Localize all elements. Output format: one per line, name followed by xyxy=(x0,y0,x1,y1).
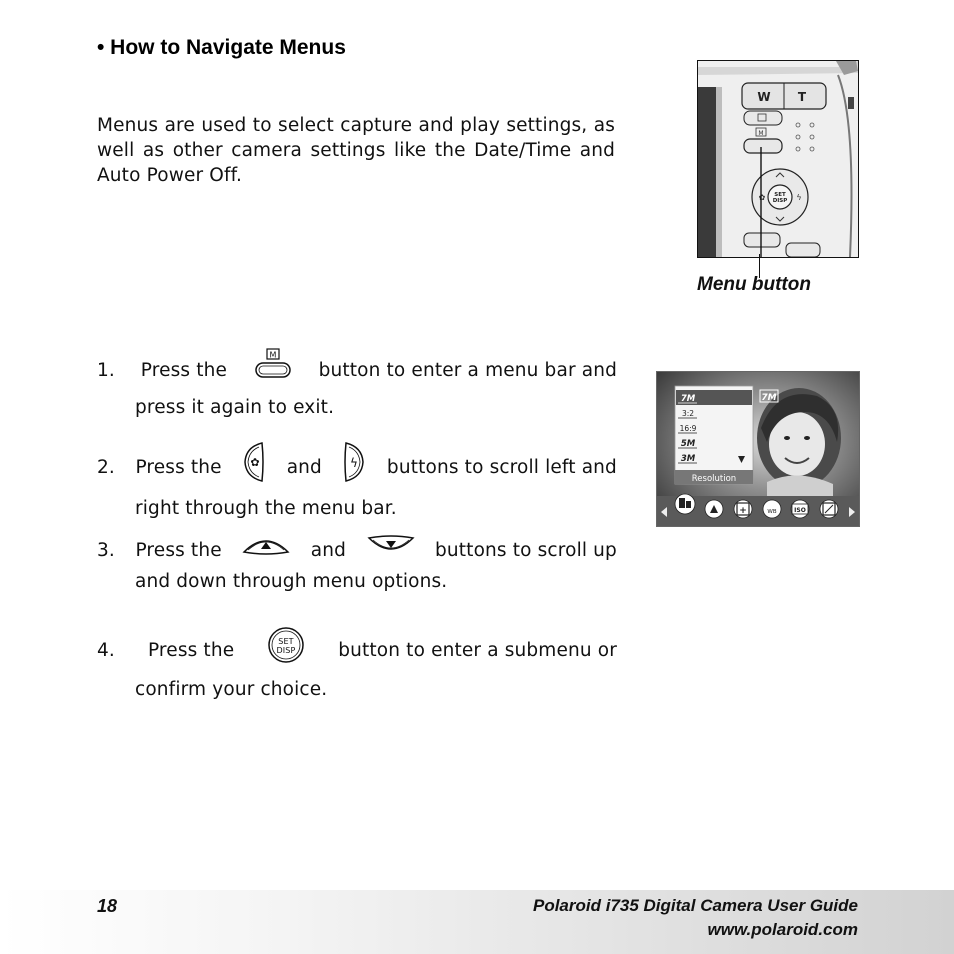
lcd-wb-label: WB xyxy=(767,509,777,515)
step-1-press: Press the xyxy=(140,359,228,381)
lcd-menu-screenshot xyxy=(656,371,860,527)
step-4-press: Press the xyxy=(147,639,235,661)
step-4-number: 4. xyxy=(97,639,115,661)
svg-text:ϟ: ϟ xyxy=(350,456,359,470)
left-button-icon xyxy=(242,441,266,493)
disp-icon-label: DISP xyxy=(276,646,296,655)
step-3-number: 3. xyxy=(97,539,115,561)
step-2-number: 2. xyxy=(97,456,115,478)
lcd-current-resolution: 7M xyxy=(761,393,777,403)
svg-text:ϟ: ϟ xyxy=(796,193,802,202)
step-1-text: button to enter a menu bar and xyxy=(318,359,617,381)
step-3-press: Press the xyxy=(135,539,222,561)
section-heading: • How to Navigate Menus xyxy=(97,36,346,59)
right-button-icon xyxy=(342,441,366,493)
up-button-icon xyxy=(242,534,290,566)
step-2-text: buttons to scroll left and xyxy=(386,456,617,478)
step-3-continuation: and down through menu options. xyxy=(135,571,448,592)
step-4 xyxy=(97,626,617,705)
svg-text:+: + xyxy=(739,506,747,516)
intro-paragraph: Menus are used to select capture and play settings, as well as other camera settings like the Date/Time and Auto Power Off. xyxy=(97,115,615,186)
lcd-option-2[interactable]: 16:9 xyxy=(679,424,697,433)
step-2-press: Press the xyxy=(135,456,222,478)
step-4-text: button to enter a submenu or xyxy=(338,639,617,661)
menu-button-caption: Menu button xyxy=(697,274,811,295)
zoom-wide-label: W xyxy=(757,90,771,104)
set-disp-button-icon xyxy=(267,626,305,674)
guide-url: www.polaroid.com xyxy=(707,920,858,939)
lcd-option-0[interactable]: 7M xyxy=(680,394,696,404)
dpad-set-label: SET xyxy=(774,192,786,198)
lcd-menu-caption: Resolution xyxy=(691,474,737,484)
set-icon-label: SET xyxy=(278,637,294,646)
step-3-and: and xyxy=(310,539,346,561)
menu-icon-label: M xyxy=(269,350,277,360)
menu-button-icon xyxy=(253,348,293,392)
step-1-number: 1. xyxy=(97,359,115,381)
camera-menu-button xyxy=(744,139,782,153)
step-1 xyxy=(97,348,617,423)
lcd-iso-label: ISO xyxy=(794,507,806,514)
lcd-option-4[interactable]: 3M xyxy=(680,454,696,464)
down-button-icon xyxy=(367,534,415,566)
menu-key-label: M xyxy=(758,130,764,137)
camera-back-drawing xyxy=(698,61,858,257)
step-4-continuation: confirm your choice. xyxy=(135,679,328,700)
guide-title: Polaroid i735 Digital Camera User Guide xyxy=(532,896,858,915)
step-1-continuation: press it again to exit. xyxy=(135,397,335,418)
step-3 xyxy=(97,534,617,597)
lcd-option-1[interactable]: 3:2 xyxy=(681,409,695,418)
lcd-option-3[interactable]: 5M xyxy=(680,439,696,449)
zoom-tele-label: T xyxy=(797,90,807,104)
step-2 xyxy=(97,441,617,524)
step-2-and: and xyxy=(286,456,322,478)
step-3-text: buttons to scroll up xyxy=(435,539,617,561)
svg-text:✿: ✿ xyxy=(758,193,766,202)
svg-text:✿: ✿ xyxy=(250,456,260,469)
page-number: 18 xyxy=(97,896,118,916)
lcd-drawing xyxy=(657,372,859,526)
step-2-continuation: right through the menu bar. xyxy=(135,498,397,519)
camera-back-illustration xyxy=(697,60,859,258)
dpad-disp-label: DISP xyxy=(772,198,788,204)
